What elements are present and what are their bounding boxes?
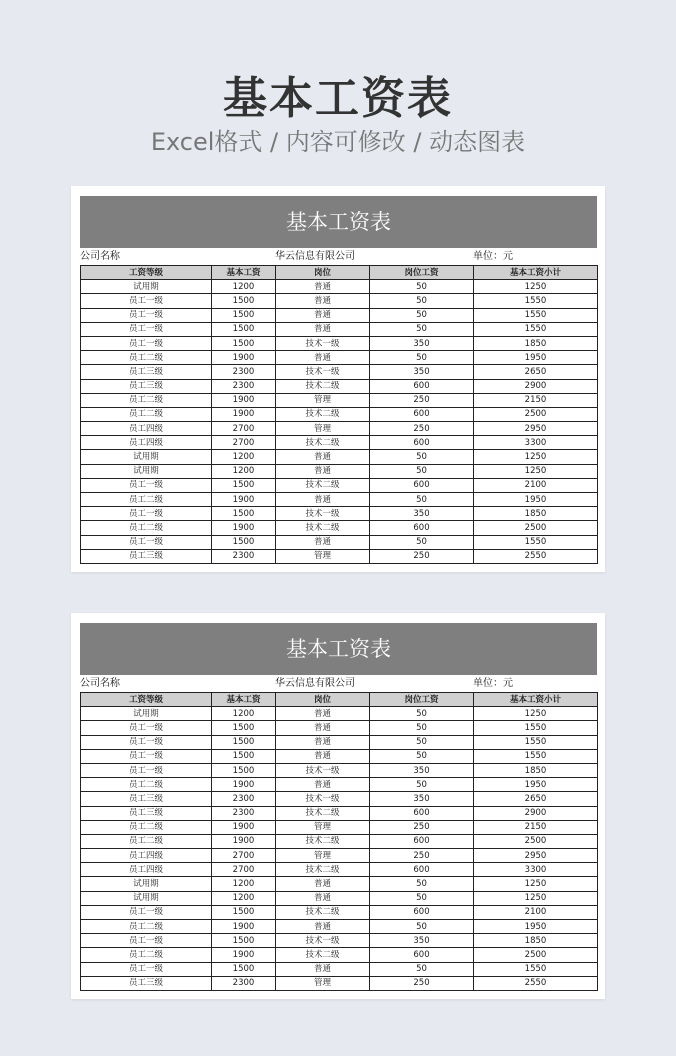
- table-cell: 1250: [474, 707, 598, 721]
- table-cell: 250: [370, 393, 474, 407]
- table-row: [81, 948, 598, 962]
- table-cell: 技术一级: [276, 763, 370, 777]
- table-cell: 50: [370, 464, 474, 478]
- table-cell: 50: [370, 962, 474, 976]
- table-cell: 员工一级: [81, 934, 212, 948]
- table-cell: 1500: [212, 735, 276, 749]
- table-cell: 350: [370, 336, 474, 350]
- table-cell: 员工三级: [81, 379, 212, 393]
- table-row: [81, 351, 598, 365]
- table-cell: 管理: [276, 849, 370, 863]
- table-cell: 技术二级: [276, 905, 370, 919]
- table-cell: 员工二级: [81, 493, 212, 507]
- table-cell: 员工一级: [81, 735, 212, 749]
- table-cell: 600: [370, 379, 474, 393]
- column-header: 岗位: [276, 266, 370, 280]
- table-row: [81, 763, 598, 777]
- table-cell: 2650: [474, 792, 598, 806]
- table-cell: 1900: [212, 393, 276, 407]
- table-cell: 普通: [276, 450, 370, 464]
- table-cell: 1500: [212, 294, 276, 308]
- table-cell: 员工三级: [81, 792, 212, 806]
- table-cell: 1950: [474, 493, 598, 507]
- table-cell: 600: [370, 948, 474, 962]
- table-cell: 2300: [212, 379, 276, 393]
- table-cell: 2500: [474, 834, 598, 848]
- table-cell: 2100: [474, 905, 598, 919]
- table-cell: 员工二级: [81, 778, 212, 792]
- table-cell: 试用期: [81, 707, 212, 721]
- table-cell: 1500: [212, 721, 276, 735]
- table-cell: 员工一级: [81, 336, 212, 350]
- table-cell: 2700: [212, 422, 276, 436]
- table-cell: 1500: [212, 308, 276, 322]
- table-cell: 管理: [276, 549, 370, 563]
- table-cell: 普通: [276, 535, 370, 549]
- table-cell: 试用期: [81, 877, 212, 891]
- table-cell: 1200: [212, 464, 276, 478]
- table-cell: 1250: [474, 891, 598, 905]
- table-cell: 普通: [276, 749, 370, 763]
- table-row: [81, 863, 598, 877]
- table-row: [81, 834, 598, 848]
- table-cell: 1500: [212, 962, 276, 976]
- table-cell: 员工一级: [81, 721, 212, 735]
- table-row: [81, 379, 598, 393]
- table-row: [81, 820, 598, 834]
- table-cell: 50: [370, 450, 474, 464]
- table-cell: 1250: [474, 464, 598, 478]
- table-header-row: [81, 266, 598, 280]
- table-cell: 员工一级: [81, 322, 212, 336]
- table-row: [81, 549, 598, 563]
- table-cell: 2550: [474, 549, 598, 563]
- table-cell: 50: [370, 535, 474, 549]
- table-cell: 员工三级: [81, 976, 212, 990]
- table-cell: 350: [370, 763, 474, 777]
- table-cell: 普通: [276, 280, 370, 294]
- table-cell: 技术一级: [276, 365, 370, 379]
- table-cell: 1200: [212, 891, 276, 905]
- table-cell: 管理: [276, 393, 370, 407]
- table-row: [81, 792, 598, 806]
- table-cell: 员工二级: [81, 834, 212, 848]
- table-cell: 技术二级: [276, 521, 370, 535]
- table-cell: 600: [370, 806, 474, 820]
- table-cell: 普通: [276, 778, 370, 792]
- table-cell: 1850: [474, 507, 598, 521]
- table-cell: 2150: [474, 393, 598, 407]
- table-cell: 1550: [474, 535, 598, 549]
- table-cell: 2700: [212, 436, 276, 450]
- table-cell: 1950: [474, 351, 598, 365]
- table-cell: 1500: [212, 478, 276, 492]
- table-cell: 员工三级: [81, 549, 212, 563]
- table-cell: 1500: [212, 934, 276, 948]
- table-cell: 1900: [212, 834, 276, 848]
- table-cell: 50: [370, 493, 474, 507]
- table-cell: 2300: [212, 365, 276, 379]
- table-cell: 50: [370, 322, 474, 336]
- table-cell: 2300: [212, 806, 276, 820]
- table-row: [81, 976, 598, 990]
- table-cell: 1500: [212, 535, 276, 549]
- table-row: [81, 478, 598, 492]
- table-cell: 技术二级: [276, 379, 370, 393]
- table-row: [81, 934, 598, 948]
- table-cell: 技术二级: [276, 407, 370, 421]
- column-header: 基本工资: [212, 693, 276, 707]
- spreadsheet-preview-2: [71, 613, 605, 999]
- table-row: [81, 962, 598, 976]
- table-row: [81, 308, 598, 322]
- table-cell: 50: [370, 877, 474, 891]
- table-cell: 50: [370, 351, 474, 365]
- table-cell: 员工一级: [81, 905, 212, 919]
- table-cell: 1500: [212, 507, 276, 521]
- company-label: 公司名称: [80, 678, 120, 689]
- table-cell: 员工二级: [81, 407, 212, 421]
- table-cell: 普通: [276, 322, 370, 336]
- table-row: [81, 464, 598, 478]
- table-cell: 600: [370, 834, 474, 848]
- table-cell: 1200: [212, 707, 276, 721]
- table-cell: 250: [370, 549, 474, 563]
- table-cell: 250: [370, 820, 474, 834]
- table-cell: 50: [370, 920, 474, 934]
- table-cell: 250: [370, 849, 474, 863]
- table-cell: 1200: [212, 877, 276, 891]
- table-row: [81, 535, 598, 549]
- table-cell: 350: [370, 934, 474, 948]
- table-cell: 1500: [212, 763, 276, 777]
- unit-label: 单位：元: [473, 251, 513, 262]
- table-cell: 员工一级: [81, 962, 212, 976]
- table-cell: 员工一级: [81, 478, 212, 492]
- table-row: [81, 920, 598, 934]
- sheet-info-row: [80, 675, 597, 692]
- table-cell: 管理: [276, 976, 370, 990]
- table-row: [81, 849, 598, 863]
- table-cell: 600: [370, 521, 474, 535]
- table-cell: 1900: [212, 351, 276, 365]
- table-cell: 1500: [212, 322, 276, 336]
- page-title: 基本工资表: [223, 73, 453, 124]
- table-row: [81, 891, 598, 905]
- table-row: [81, 280, 598, 294]
- table-cell: 2550: [474, 976, 598, 990]
- table-header-row: [81, 693, 598, 707]
- table-cell: 员工三级: [81, 806, 212, 820]
- table-cell: 1200: [212, 450, 276, 464]
- table-row: [81, 450, 598, 464]
- table-cell: 600: [370, 863, 474, 877]
- company-label: 公司名称: [80, 251, 120, 262]
- table-cell: 普通: [276, 920, 370, 934]
- table-cell: 1550: [474, 721, 598, 735]
- table-row: [81, 407, 598, 421]
- table-cell: 普通: [276, 962, 370, 976]
- table-cell: 普通: [276, 891, 370, 905]
- salary-table: [80, 692, 598, 991]
- table-cell: 普通: [276, 464, 370, 478]
- column-header: 基本工资小计: [474, 266, 598, 280]
- table-cell: 2700: [212, 863, 276, 877]
- sheet-title-banner: 基本工资表: [80, 196, 597, 248]
- table-cell: 3300: [474, 436, 598, 450]
- table-cell: 员工四级: [81, 863, 212, 877]
- table-cell: 1550: [474, 749, 598, 763]
- table-cell: 2700: [212, 849, 276, 863]
- table-cell: 50: [370, 721, 474, 735]
- table-cell: 350: [370, 365, 474, 379]
- table-cell: 技术一级: [276, 792, 370, 806]
- table-cell: 2300: [212, 792, 276, 806]
- table-cell: 2300: [212, 976, 276, 990]
- table-cell: 1900: [212, 920, 276, 934]
- table-cell: 技术二级: [276, 948, 370, 962]
- company-name: 华云信息有限公司: [275, 678, 355, 689]
- table-cell: 50: [370, 707, 474, 721]
- table-cell: 1900: [212, 820, 276, 834]
- page-subtitle: Excel格式 / 内容可修改 / 动态图表: [150, 128, 526, 156]
- table-cell: 普通: [276, 493, 370, 507]
- table-cell: 普通: [276, 707, 370, 721]
- table-cell: 员工二级: [81, 820, 212, 834]
- table-cell: 600: [370, 436, 474, 450]
- table-row: [81, 336, 598, 350]
- table-cell: 员工四级: [81, 849, 212, 863]
- table-cell: 1850: [474, 934, 598, 948]
- table-row: [81, 778, 598, 792]
- table-cell: 2500: [474, 521, 598, 535]
- table-row: [81, 905, 598, 919]
- table-cell: 1550: [474, 308, 598, 322]
- table-cell: 技术二级: [276, 863, 370, 877]
- table-cell: 员工一级: [81, 749, 212, 763]
- table-cell: 技术二级: [276, 806, 370, 820]
- table-cell: 员工四级: [81, 422, 212, 436]
- table-cell: 600: [370, 407, 474, 421]
- table-cell: 员工一级: [81, 294, 212, 308]
- table-cell: 600: [370, 905, 474, 919]
- spreadsheet-preview-1: [71, 186, 605, 572]
- table-cell: 3300: [474, 863, 598, 877]
- table-cell: 2950: [474, 849, 598, 863]
- table-cell: 1500: [212, 749, 276, 763]
- table-cell: 普通: [276, 308, 370, 322]
- column-header: 岗位工资: [370, 266, 474, 280]
- sheet-title-banner: 基本工资表: [80, 623, 597, 675]
- table-cell: 员工三级: [81, 365, 212, 379]
- company-name: 华云信息有限公司: [275, 251, 355, 262]
- unit-label: 单位：元: [473, 678, 513, 689]
- table-cell: 技术一级: [276, 336, 370, 350]
- table-cell: 技术一级: [276, 934, 370, 948]
- table-cell: 50: [370, 280, 474, 294]
- table-cell: 350: [370, 792, 474, 806]
- table-cell: 1850: [474, 763, 598, 777]
- table-cell: 50: [370, 735, 474, 749]
- table-cell: 普通: [276, 721, 370, 735]
- column-header: 岗位: [276, 693, 370, 707]
- table-cell: 350: [370, 507, 474, 521]
- table-row: [81, 877, 598, 891]
- table-row: [81, 749, 598, 763]
- table-cell: 50: [370, 778, 474, 792]
- table-cell: 技术二级: [276, 834, 370, 848]
- table-cell: 员工二级: [81, 351, 212, 365]
- table-cell: 1900: [212, 778, 276, 792]
- column-header: 岗位工资: [370, 693, 474, 707]
- table-cell: 250: [370, 976, 474, 990]
- table-cell: 2150: [474, 820, 598, 834]
- table-row: [81, 294, 598, 308]
- table-cell: 2500: [474, 948, 598, 962]
- table-row: [81, 322, 598, 336]
- table-cell: 普通: [276, 351, 370, 365]
- table-cell: 普通: [276, 877, 370, 891]
- table-cell: 1550: [474, 294, 598, 308]
- table-cell: 1550: [474, 322, 598, 336]
- table-row: [81, 493, 598, 507]
- table-row: [81, 721, 598, 735]
- table-cell: 管理: [276, 422, 370, 436]
- column-header: 基本工资: [212, 266, 276, 280]
- table-cell: 2900: [474, 379, 598, 393]
- table-cell: 250: [370, 422, 474, 436]
- table-cell: 普通: [276, 735, 370, 749]
- table-row: [81, 735, 598, 749]
- table-cell: 1250: [474, 280, 598, 294]
- table-cell: 1900: [212, 521, 276, 535]
- table-row: [81, 365, 598, 379]
- table-cell: 普通: [276, 294, 370, 308]
- table-cell: 50: [370, 891, 474, 905]
- table-cell: 600: [370, 478, 474, 492]
- table-row: [81, 521, 598, 535]
- table-cell: 试用期: [81, 280, 212, 294]
- table-cell: 试用期: [81, 464, 212, 478]
- table-cell: 2500: [474, 407, 598, 421]
- table-cell: 2100: [474, 478, 598, 492]
- table-row: [81, 707, 598, 721]
- table-cell: 试用期: [81, 891, 212, 905]
- table-cell: 员工二级: [81, 521, 212, 535]
- table-cell: 员工二级: [81, 393, 212, 407]
- table-cell: 2300: [212, 549, 276, 563]
- table-cell: 员工一级: [81, 535, 212, 549]
- column-header: 工资等级: [81, 693, 212, 707]
- table-row: [81, 422, 598, 436]
- table-cell: 1900: [212, 948, 276, 962]
- salary-table: [80, 265, 598, 564]
- table-cell: 员工四级: [81, 436, 212, 450]
- table-cell: 1200: [212, 280, 276, 294]
- table-cell: 1250: [474, 877, 598, 891]
- table-cell: 员工二级: [81, 920, 212, 934]
- table-cell: 员工二级: [81, 948, 212, 962]
- column-header: 基本工资小计: [474, 693, 598, 707]
- table-cell: 技术二级: [276, 478, 370, 492]
- table-cell: 1500: [212, 336, 276, 350]
- sheet-info-row: [80, 248, 597, 265]
- table-row: [81, 393, 598, 407]
- table-cell: 1900: [212, 493, 276, 507]
- table-cell: 2650: [474, 365, 598, 379]
- table-cell: 管理: [276, 820, 370, 834]
- table-cell: 2950: [474, 422, 598, 436]
- table-row: [81, 507, 598, 521]
- table-cell: 员工一级: [81, 507, 212, 521]
- table-cell: 技术一级: [276, 507, 370, 521]
- table-cell: 1950: [474, 920, 598, 934]
- table-cell: 1850: [474, 336, 598, 350]
- table-cell: 50: [370, 308, 474, 322]
- table-cell: 1550: [474, 735, 598, 749]
- table-cell: 员工一级: [81, 763, 212, 777]
- table-cell: 1550: [474, 962, 598, 976]
- table-cell: 50: [370, 749, 474, 763]
- table-cell: 1950: [474, 778, 598, 792]
- table-cell: 员工一级: [81, 308, 212, 322]
- table-cell: 1500: [212, 905, 276, 919]
- table-row: [81, 436, 598, 450]
- table-cell: 1900: [212, 407, 276, 421]
- table-cell: 50: [370, 294, 474, 308]
- table-cell: 2900: [474, 806, 598, 820]
- table-cell: 技术二级: [276, 436, 370, 450]
- table-cell: 1250: [474, 450, 598, 464]
- table-row: [81, 806, 598, 820]
- column-header: 工资等级: [81, 266, 212, 280]
- table-cell: 试用期: [81, 450, 212, 464]
